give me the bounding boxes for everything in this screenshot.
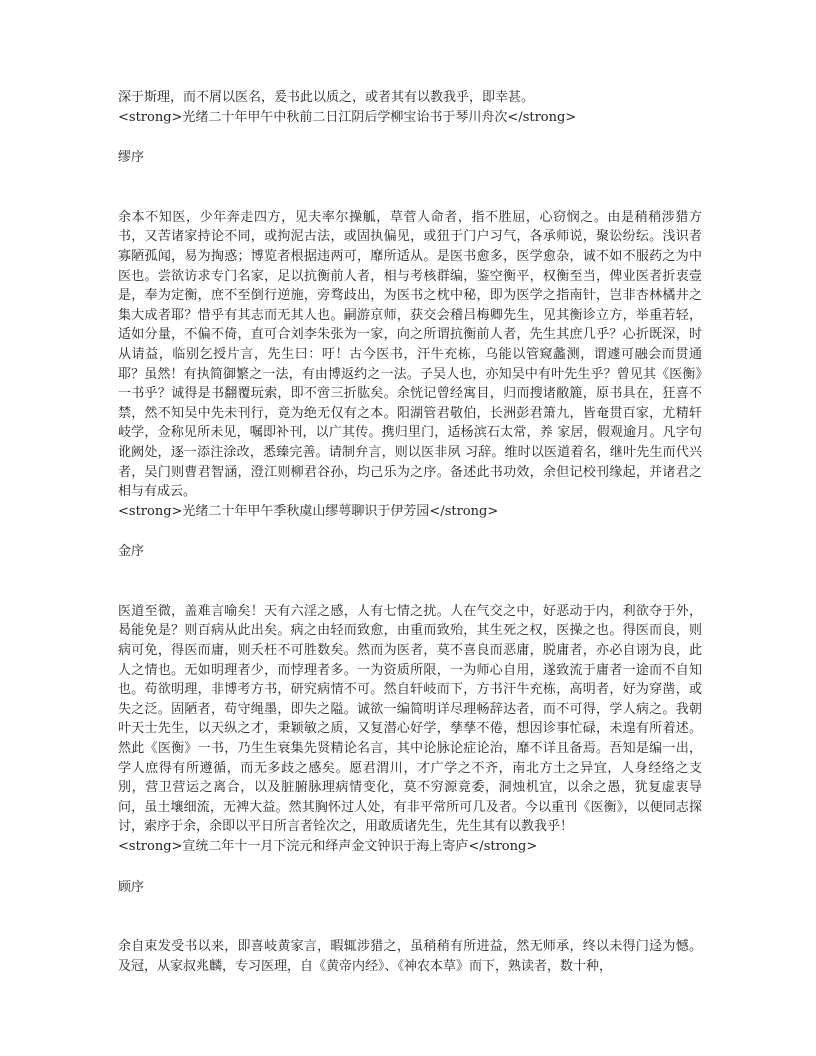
liu-preface-closing-paragraph: 深于斯理，而不屑以医名，爰书此以质之，或者其有以教我乎，即幸甚。 [118,90,535,105]
gu-preface-paragraph: 余自束发受书以来，即喜岐黄家言，暇辄涉猎之，虽稍稍有所进益，然无师承，终以未得门迳为憾。及冠，从家叔兆麟，专习医理，自《黄帝内经》、《神农本草》而下，熟读者，数十种， [118,939,702,974]
liu-preface-signature: <strong>光绪二十年甲午中秋前二日江阴后学柳宝诒书于琴川舟次</strong> [118,109,577,125]
spacer [118,127,702,148]
spacer [118,521,702,542]
spacer [118,897,702,937]
spacer [118,168,702,208]
spacer [118,562,702,602]
jin-preface-signature: <strong>宣统二年十一月下浣元和绎声金文钟识于海上寄庐</strong> [118,839,538,854]
miao-preface-heading: 缪序 [118,150,145,166]
miao-preface-paragraph: 余本不知医，少年奔走四方，见夫率尔操觚，草菅人命者，指不胜屈，心窃悯之。由是稍稍涉猎方书，又苦诸家持论不同，或拘泥古法，或固执偏见，或狃于门户习气，各承师说，聚讼纷纭。浅识者寡陋孤闻，易为掏惑；博览者根据违两可，靡所适从。是医书愈多，医学愈杂，诚不如不服药之为中医也。尝欲访求专门名家，足以抗衡前人者，相与考核群编，鉴空衡平，权衡至当，俾业医者折衷壹是，奉为定衡，庶不至倒行逆施，旁骛歧出，为医书之枕中秘，即为医学之指南针，岂非杏林橘井之集大成者耶？惜乎有其志而无其人也。嗣游京师，获交会稽吕梅卿先生，见其衡诊立方，举重若轻，适如分量，不偏不倚，直可合刘李朱张为一家，向之所谓抗衡前人者，先生其庶几乎？心折既深，时从请益，临别乞授片言，先生曰：吁！古今医书，汗牛充栋，乌能以管窥蠡测，谓遽可融会而贯通耶？虽然！有执简御繁之一法，有由博返约之一法。子吴人也，亦知吴中有叶先生乎？曾见其《医衡》一书乎？诚得是书翻覆玩索，即不啻三折肱矣。余恍记曾经寓目，归而搜诸敝簏，原书具在，狂喜不禁，然不知吴中先未刊行，竟为绝无仅有之本。阳湖管君敬伯，长洲彭君箫九，皆奄贯百家，尤精轩岐学，佥称见所未见，嘱即补刊，以广其传。携归里门，适杨滨石太常，养 家居，假观逾月。凡字句讹阙处，逐一添注涂改，悉臻完善。请制弁言，则以医非夙 习辞。维时以医道着名，继叶先生而代兴者，吴门则曹君智涵，澄江则柳君谷孙，均己乐为之序。备述此书功效，余但记校刊缘起，并诸君之相与有成云。 [118,209,702,500]
gu-preface-heading: 顾序 [118,879,145,895]
miao-preface-signature: <strong>光绪二十年甲午季秋虞山缪萼聊识于伊芳园</strong> [118,503,499,519]
document-page [118,88,702,976]
spacer [118,857,702,878]
jin-preface-heading: 金序 [118,544,145,560]
jin-preface-paragraph: 医道至微，盖难言喻矣！天有六淫之感，人有七情之扰。人在气交之中，好恶动于内，利欲夺于外，曷能免是？则百病从此出矣。病之由轻而致愈，由重而致殆，其生死之权，医操之也。得医而良，则病可免，得医而庸，则夭枉不可胜数矣。然而为医者，莫不喜良而恶庸，脱庸者，亦必自诩为良，此人之情也。无如明理者少，而悖理者多。一为资质所限，一为师心自用，遂致流于庸者一途而不自知也。苟欲明理，非博考方书，研究病情不可。然自轩岐而下，方书汗牛充栋，高明者，好为穿凿，或失之泛。固陋者，苟守绳墨，即失之隘。诚欲一编简明详尽理畅辞达者，而不可得，学人病之。我朝叶天士先生，以天纵之才，秉颖敏之质，又复潜心好学，孳孳不倦，想因诊事忙碌，未遑有所着述。然此《医衡》一书，乃生生衰集先贤精论名言，其中论脉论症论治，靡不详且备焉。吾知是编一出， 学人庶得有所遵循，而无多歧之感矣。愿君渭川，才广学之不齐，南北方土之异宜，人身经络之支別，营卫营运之离合，以及脏腑脉理病情变化，莫不穷源竟委，洞烛机宜，以余之愚，犹复虚衷导问，虽土壤细流，无裨大益。然其胸怀过人处，有非平常所可几及者。今以重刊《医衡》，以便同志探讨，索序于余，余即以平日所言者铨次之，用敢质诸先生，先生其有以教我乎！ [118,603,702,835]
